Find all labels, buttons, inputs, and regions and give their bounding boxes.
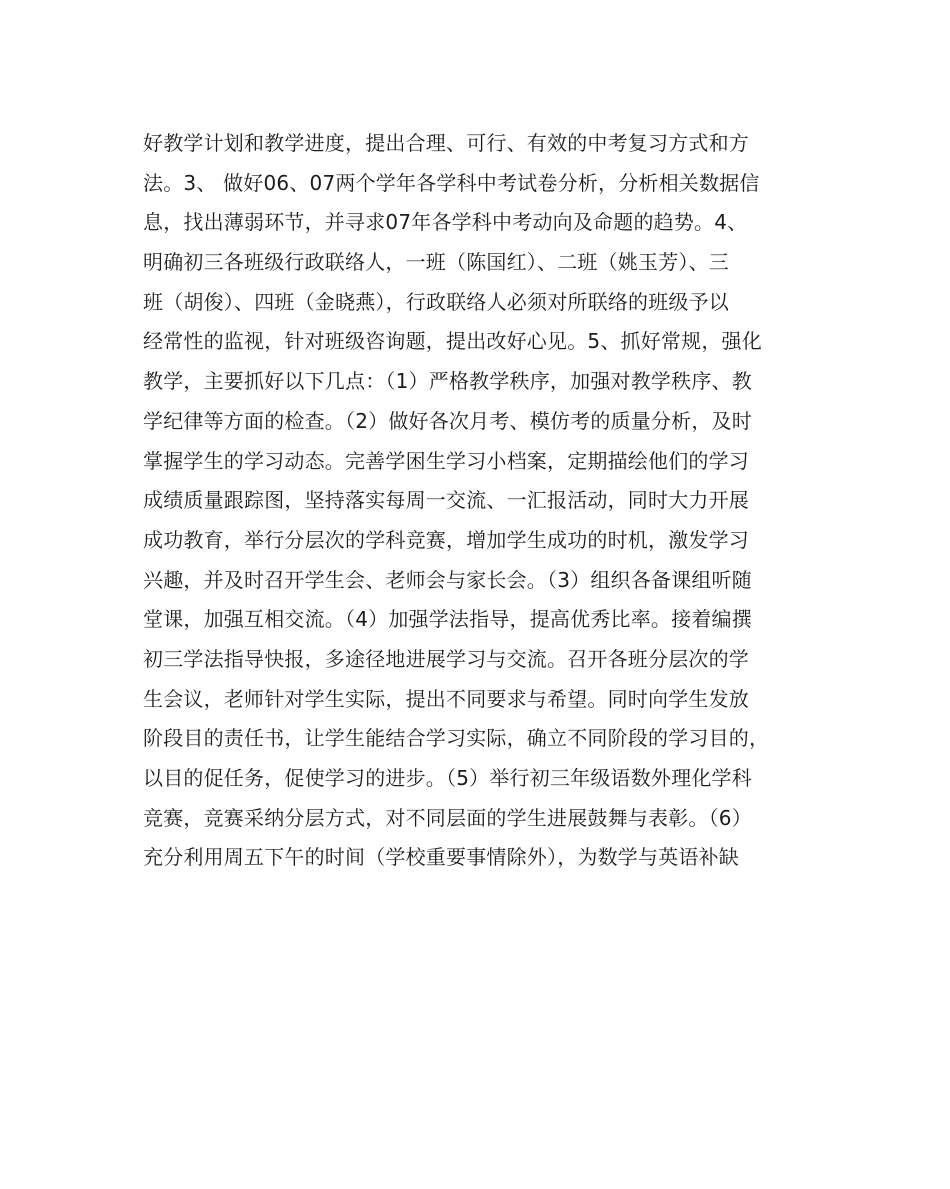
text-line: 成功教育，举行分层次的学科竞赛，增加学生成功的时机，激发学习 [143, 527, 749, 552]
text-line: 兴趣，并及时召开学生会、老师会与家长会。（3）组织各备课组听随 [143, 567, 752, 592]
text-line: 阶段目的责任书，让学生能结合学习实际，确立不同阶段的学习目的， [143, 726, 770, 751]
text-line: 班（胡俊）、四班（金晓燕），行政联络人必须对所联络的班级予以 [143, 289, 729, 314]
text-line: 学纪律等方面的检查。（2）做好各次月考、模仿考的质量分析，及时 [143, 408, 752, 433]
text-line: 息，找出薄弱环节，并寻求07年各学科中考动向及命题的趋势。4、 [143, 210, 748, 235]
text-line: 好教学计划和教学进度，提出合理、可行、有效的中考复习方式和方 [143, 131, 749, 155]
text-line: 初三学法指导快报，多途径地进展学习与交流。召开各班分层次的学 [143, 646, 749, 671]
text-line: 生会议，老师针对学生实际，提出不同要求与希望。同时向学生发放 [143, 686, 749, 711]
text-line: 充分利用周五下午的时间（学校重要事情除外），为数学与英语补缺 [143, 845, 739, 870]
text-line: 经常性的监视，针对班级咨询题，提出改好心见。5、抓好常规，强化 [143, 329, 762, 354]
text-line: 明确初三各班级行政联络人，一班（陈国红）、二班（姚玉芳）、三 [143, 250, 729, 275]
text-line: 成绩质量跟踪图，坚持落实每周一交流、一汇报活动，同时大力开展 [143, 488, 749, 513]
text-line: 以目的促任务，促使学习的进步。（5）举行初三年级语数外理化学科 [143, 766, 752, 790]
text-line: 堂课，加强互相交流。（4）加强学法指导，提高优秀比率。接着编撰 [143, 607, 752, 632]
text-line: 掌握学生的学习动态。完善学困生学习小档案，定期描绘他们的学习 [143, 448, 749, 473]
document-body [143, 124, 813, 878]
text-line: 竞赛，竞赛采纳分层方式，对不同层面的学生进展鼓舞与表彰。（6） [143, 805, 752, 830]
text-line: 法。3、 做好06、07两个学年各学科中考试卷分析，分析相关数据信 [143, 170, 760, 195]
text-line: 教学，主要抓好以下几点：（1）严格教学秩序，加强对教学秩序、教 [143, 369, 752, 394]
